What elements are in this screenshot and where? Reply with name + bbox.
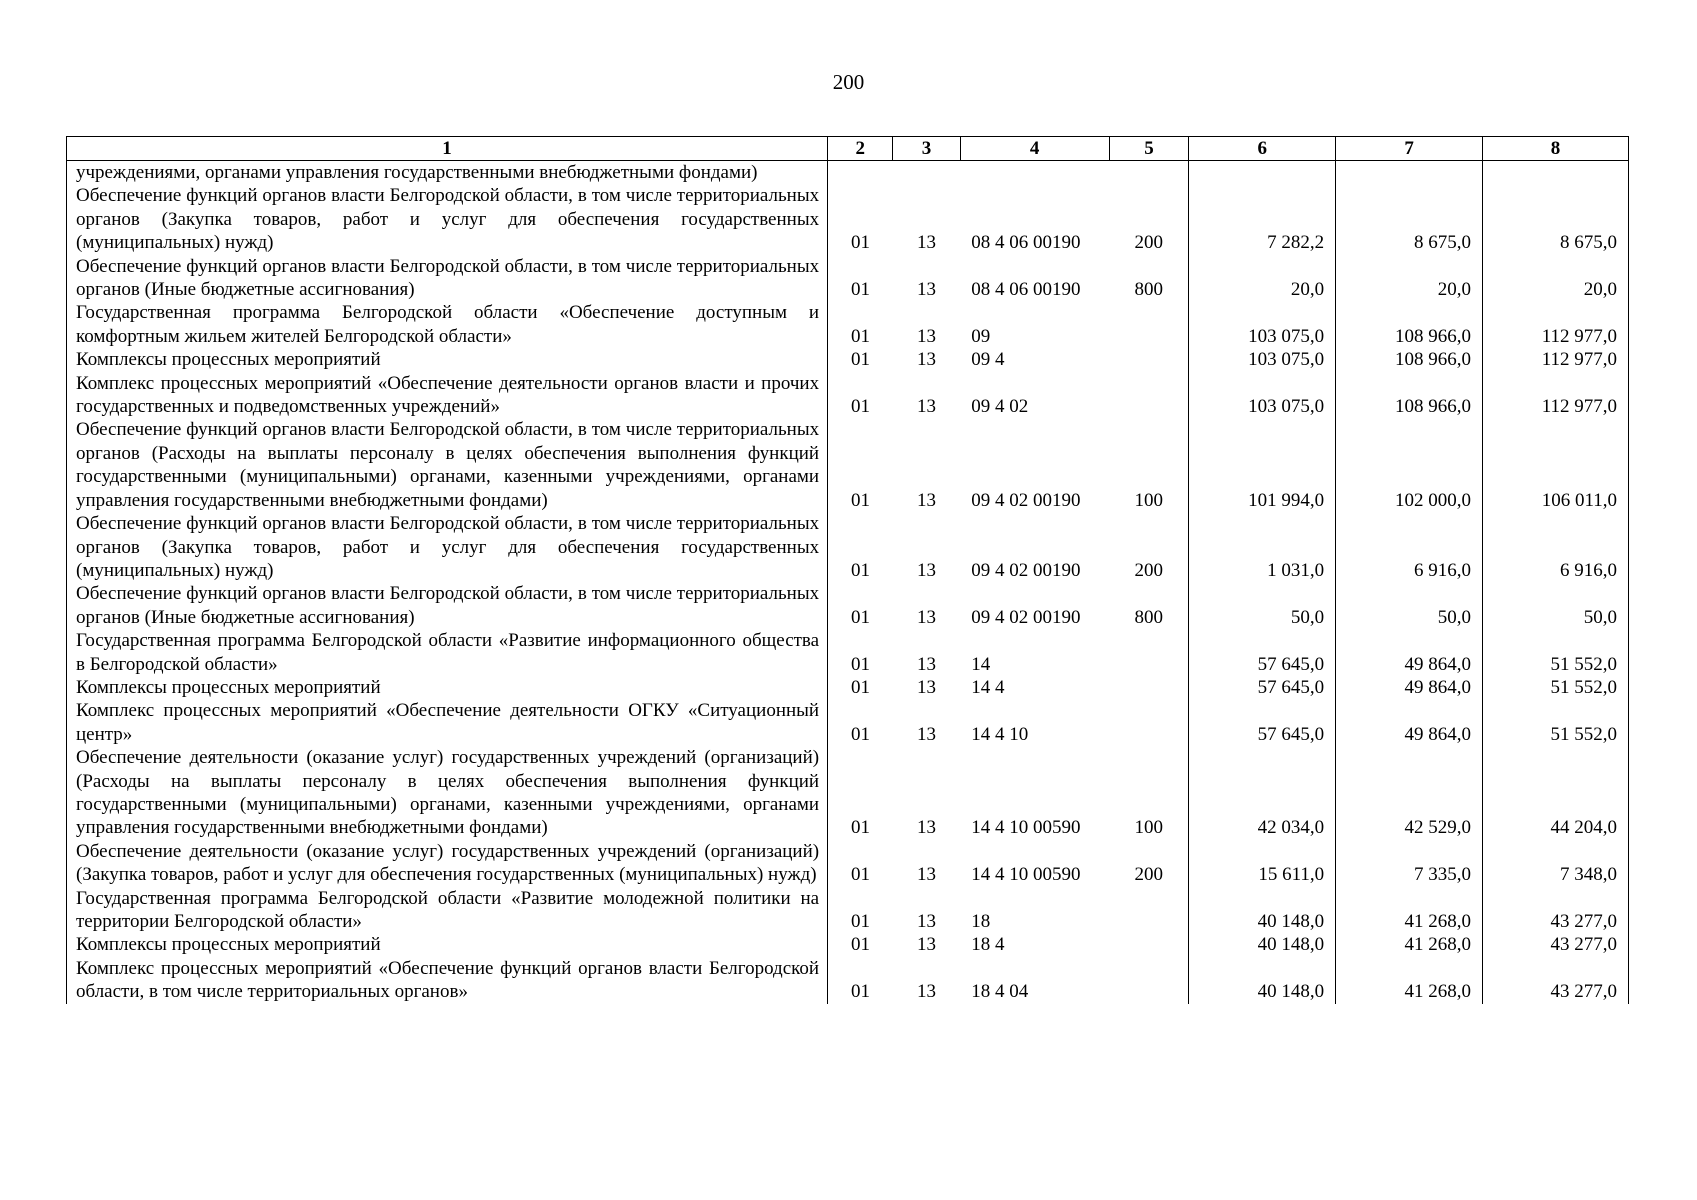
cell-amount-col6: 50,0 — [1189, 582, 1336, 629]
header-col-7: 7 — [1336, 137, 1483, 161]
cell-name: Комплекс процессных мероприятий «Обеспечение деятельности органов власти и прочих государственных и подведомственных учреждений» — [67, 372, 828, 419]
cell-amount-col8: 50,0 — [1483, 582, 1629, 629]
cell-subsection: 13 — [917, 606, 937, 628]
header-col-3: 3 — [893, 137, 960, 161]
cell-target-article — [960, 161, 1109, 185]
cell-amount-col6: 57 645,0 — [1189, 676, 1336, 699]
cell-amount-col7: 20,0 — [1336, 255, 1483, 302]
header-col-8: 8 — [1483, 137, 1629, 161]
cell-amount-col7: 108 966,0 — [1336, 348, 1483, 371]
cell-amount-col7: 41 268,0 — [1336, 957, 1483, 1004]
table-row — [67, 418, 1629, 512]
cell-section: 01 — [828, 184, 893, 254]
cell-section: 01 — [828, 629, 893, 676]
cell-name: Комплексы процессных мероприятий — [67, 676, 828, 699]
cell-amount-col6: 103 075,0 — [1189, 372, 1336, 419]
cell-target-article: 14 4 10 — [971, 723, 1029, 745]
cell-amount-col6: 101 994,0 — [1189, 418, 1336, 512]
cell-target-article: 09 4 02 00190 — [971, 489, 1081, 511]
cell-section: 01 — [828, 840, 893, 887]
cell-name: Комплекс процессных мероприятий «Обеспечение деятельности ОГКУ «Ситуационный центр» — [67, 699, 828, 746]
cell-amount-col8: 112 977,0 — [1483, 348, 1629, 371]
cell-section: 01 — [828, 957, 893, 1004]
table-row — [67, 301, 1629, 348]
cell-subsection: 13 — [917, 325, 937, 347]
cell-amount-col6: 1 031,0 — [1189, 512, 1336, 582]
cell-amount-col7: 49 864,0 — [1336, 629, 1483, 676]
cell-amount-col8: 43 277,0 — [1483, 933, 1629, 956]
header-col-1: 1 — [67, 137, 828, 161]
cell-expense-type — [1109, 676, 1189, 699]
cell-amount-col8: 44 204,0 — [1483, 746, 1629, 840]
cell-name: учреждениями, органами управления государственными внебюджетными фондами) — [67, 161, 828, 185]
cell-amount-col8: 51 552,0 — [1483, 629, 1629, 676]
cell-name: Комплексы процессных мероприятий — [67, 933, 828, 956]
cell-name: Обеспечение функций органов власти Белгородской области, в том числе территориальных органов (Закупка товаров, работ и услуг для обеспечения государственных (муниципальных) нужд) — [67, 512, 828, 582]
cell-amount-col8: 112 977,0 — [1483, 301, 1629, 348]
cell-amount-col6: 40 148,0 — [1189, 887, 1336, 934]
cell-section: 01 — [828, 301, 893, 348]
page-number: 200 — [832, 70, 865, 94]
cell-name: Обеспечение функций органов власти Белгородской области, в том числе территориальных органов (Иные бюджетные ассигнования) — [67, 582, 828, 629]
cell-target-article: 09 4 02 00190 — [971, 606, 1081, 628]
cell-section: 01 — [828, 887, 893, 934]
table-row — [67, 184, 1629, 254]
header-col-4: 4 — [960, 137, 1109, 161]
cell-subsection: 13 — [917, 676, 937, 698]
cell-name: Государственная программа Белгородской области «Развитие информационного общества в Белгородской области» — [67, 629, 828, 676]
cell-amount-col8: 112 977,0 — [1483, 372, 1629, 419]
cell-expense-type — [1109, 372, 1189, 419]
cell-amount-col7: 108 966,0 — [1336, 301, 1483, 348]
cell-expense-type: 200 — [1109, 512, 1189, 582]
header-row — [67, 137, 1629, 161]
table-row — [67, 933, 1629, 956]
cell-amount-col6: 42 034,0 — [1189, 746, 1336, 840]
cell-subsection: 13 — [917, 489, 937, 511]
cell-expense-type — [1109, 629, 1189, 676]
cell-amount-col8: 43 277,0 — [1483, 957, 1629, 1004]
cell-section: 01 — [828, 699, 893, 746]
cell-amount-col6: 7 282,2 — [1189, 184, 1336, 254]
cell-amount-col7: 8 675,0 — [1336, 184, 1483, 254]
cell-expense-type — [1109, 301, 1189, 348]
cell-amount-col8: 20,0 — [1483, 255, 1629, 302]
cell-name: Обеспечение функций органов власти Белгородской области, в том числе территориальных органов (Закупка товаров, работ и услуг для обеспечения государственных (муниципальных) нужд) — [67, 184, 828, 254]
cell-amount-col7: 49 864,0 — [1336, 699, 1483, 746]
cell-amount-col7: 6 916,0 — [1336, 512, 1483, 582]
cell-target-article: 14 — [971, 653, 991, 675]
cell-section: 01 — [828, 512, 893, 582]
cell-name: Комплекс процессных мероприятий «Обеспечение функций органов власти Белгородской области, в том числе территориальных органов» — [67, 957, 828, 1004]
cell-section: 01 — [828, 348, 893, 371]
cell-amount-col6: 57 645,0 — [1189, 629, 1336, 676]
cell-amount-col7: 50,0 — [1336, 582, 1483, 629]
cell-amount-col6: 15 611,0 — [1189, 840, 1336, 887]
table-row — [67, 629, 1629, 676]
cell-subsection: 13 — [917, 817, 937, 839]
cell-subsection: 13 — [917, 653, 937, 675]
cell-expense-type — [1109, 933, 1189, 956]
cell-section: 01 — [828, 933, 893, 956]
cell-target-article: 09 — [971, 325, 991, 347]
cell-amount-col8: 6 916,0 — [1483, 512, 1629, 582]
cell-section: 01 — [828, 746, 893, 840]
cell-amount-col6 — [1189, 161, 1336, 185]
cell-amount-col7: 102 000,0 — [1336, 418, 1483, 512]
cell-expense-type — [1109, 161, 1189, 185]
cell-name: Государственная программа Белгородской области «Развитие молодежной политики на территории Белгородской области» — [67, 887, 828, 934]
cell-amount-col8: 8 675,0 — [1483, 184, 1629, 254]
cell-amount-col7 — [1336, 161, 1483, 185]
table-row — [67, 887, 1629, 934]
cell-target-article: 18 4 — [971, 934, 1005, 956]
cell-subsection: 13 — [917, 864, 937, 886]
cell-amount-col8: 51 552,0 — [1483, 676, 1629, 699]
cell-amount-col6: 20,0 — [1189, 255, 1336, 302]
cell-amount-col7: 42 529,0 — [1336, 746, 1483, 840]
header-col-6: 6 — [1189, 137, 1336, 161]
cell-subsection: 13 — [917, 232, 937, 254]
cell-name: Обеспечение функций органов власти Белгородской области, в том числе территориальных органов (Иные бюджетные ассигнования) — [67, 255, 828, 302]
cell-target-article: 14 4 10 00590 — [971, 864, 1081, 886]
budget-table — [66, 136, 1629, 1004]
cell-amount-col8: 106 011,0 — [1483, 418, 1629, 512]
cell-section: 01 — [828, 372, 893, 419]
cell-amount-col6: 57 645,0 — [1189, 699, 1336, 746]
table-row — [67, 348, 1629, 371]
table-row — [67, 255, 1629, 302]
cell-amount-col8 — [1483, 161, 1629, 185]
cell-subsection: 13 — [917, 981, 937, 1003]
cell-expense-type — [1109, 699, 1189, 746]
cell-amount-col7: 7 335,0 — [1336, 840, 1483, 887]
cell-name: Обеспечение функций органов власти Белгородской области, в том числе территориальных органов (Расходы на выплаты персоналу в целях обеспечения выполнения функций государственными (муниципальными) органами, казенными учреждениями, органами управления государственными внебюджетными фондами) — [67, 418, 828, 512]
cell-amount-col8: 43 277,0 — [1483, 887, 1629, 934]
cell-subsection: 13 — [917, 911, 937, 932]
cell-section: 01 — [828, 676, 893, 699]
cell-subsection: 13 — [917, 934, 937, 956]
cell-subsection: 13 — [917, 279, 937, 301]
cell-target-article: 09 4 02 — [971, 396, 1029, 418]
table-row — [67, 676, 1629, 699]
cell-amount-col6: 103 075,0 — [1189, 301, 1336, 348]
cell-amount-col6: 40 148,0 — [1189, 957, 1336, 1004]
cell-expense-type — [1109, 887, 1189, 934]
cell-subsection: 13 — [917, 349, 937, 371]
cell-expense-type: 100 — [1109, 418, 1189, 512]
cell-amount-col6: 103 075,0 — [1189, 348, 1336, 371]
table-row — [67, 161, 1629, 185]
cell-name: Комплексы процессных мероприятий — [67, 348, 828, 371]
cell-target-article: 18 4 04 — [971, 981, 1029, 1003]
cell-expense-type: 800 — [1109, 582, 1189, 629]
cell-section: 01 — [828, 582, 893, 629]
cell-target-article: 14 4 10 00590 — [971, 817, 1081, 839]
table-row — [67, 957, 1629, 1004]
cell-section: 01 — [828, 418, 893, 512]
cell-target-article: 18 — [971, 911, 991, 932]
header-col-5: 5 — [1109, 137, 1189, 161]
table-row — [67, 746, 1629, 840]
table-header — [67, 137, 1629, 161]
table-body — [67, 161, 1629, 1004]
cell-name: Обеспечение деятельности (оказание услуг) государственных учреждений (организаций) (Расходы на выплаты персоналу в целях обеспечения выполнения функций государственными (муниципальными) органами, казенными учреждениями, органами управления государственными внебюджетными фондами) — [67, 746, 828, 840]
cell-expense-type — [1109, 348, 1189, 371]
cell-expense-type — [1109, 957, 1189, 1004]
cell-expense-type: 800 — [1109, 255, 1189, 302]
table-row — [67, 582, 1629, 629]
table-row — [67, 512, 1629, 582]
cell-target-article: 09 4 02 00190 — [971, 559, 1081, 581]
cell-subsection: 13 — [917, 559, 937, 581]
cell-subsection — [893, 161, 960, 185]
cell-section: 01 — [828, 255, 893, 302]
cell-amount-col6: 40 148,0 — [1189, 933, 1336, 956]
cell-amount-col8: 51 552,0 — [1483, 699, 1629, 746]
table-row — [67, 372, 1629, 419]
cell-target-article: 08 4 06 00190 — [971, 232, 1081, 254]
cell-name: Государственная программа Белгородской области «Обеспечение доступным и комфортным жильем жителей Белгородской области» — [67, 301, 828, 348]
cell-target-article: 08 4 06 00190 — [971, 279, 1081, 301]
cell-name: Обеспечение деятельности (оказание услуг) государственных учреждений (организаций) (Закупка товаров, работ и услуг для обеспечения государственных (муниципальных) нужд) — [67, 840, 828, 887]
cell-expense-type: 100 — [1109, 746, 1189, 840]
table-row — [67, 840, 1629, 887]
cell-section — [828, 161, 893, 185]
table-row — [67, 699, 1629, 746]
cell-amount-col7: 41 268,0 — [1336, 933, 1483, 956]
header-col-2: 2 — [828, 137, 893, 161]
cell-expense-type: 200 — [1109, 840, 1189, 887]
cell-expense-type: 200 — [1109, 184, 1189, 254]
cell-amount-col7: 108 966,0 — [1336, 372, 1483, 419]
cell-amount-col7: 49 864,0 — [1336, 676, 1483, 699]
cell-subsection: 13 — [917, 396, 937, 418]
cell-target-article: 14 4 — [971, 676, 1005, 698]
cell-subsection: 13 — [917, 723, 937, 745]
cell-amount-col8: 7 348,0 — [1483, 840, 1629, 887]
cell-amount-col7: 41 268,0 — [1336, 887, 1483, 934]
cell-target-article: 09 4 — [971, 349, 1005, 371]
